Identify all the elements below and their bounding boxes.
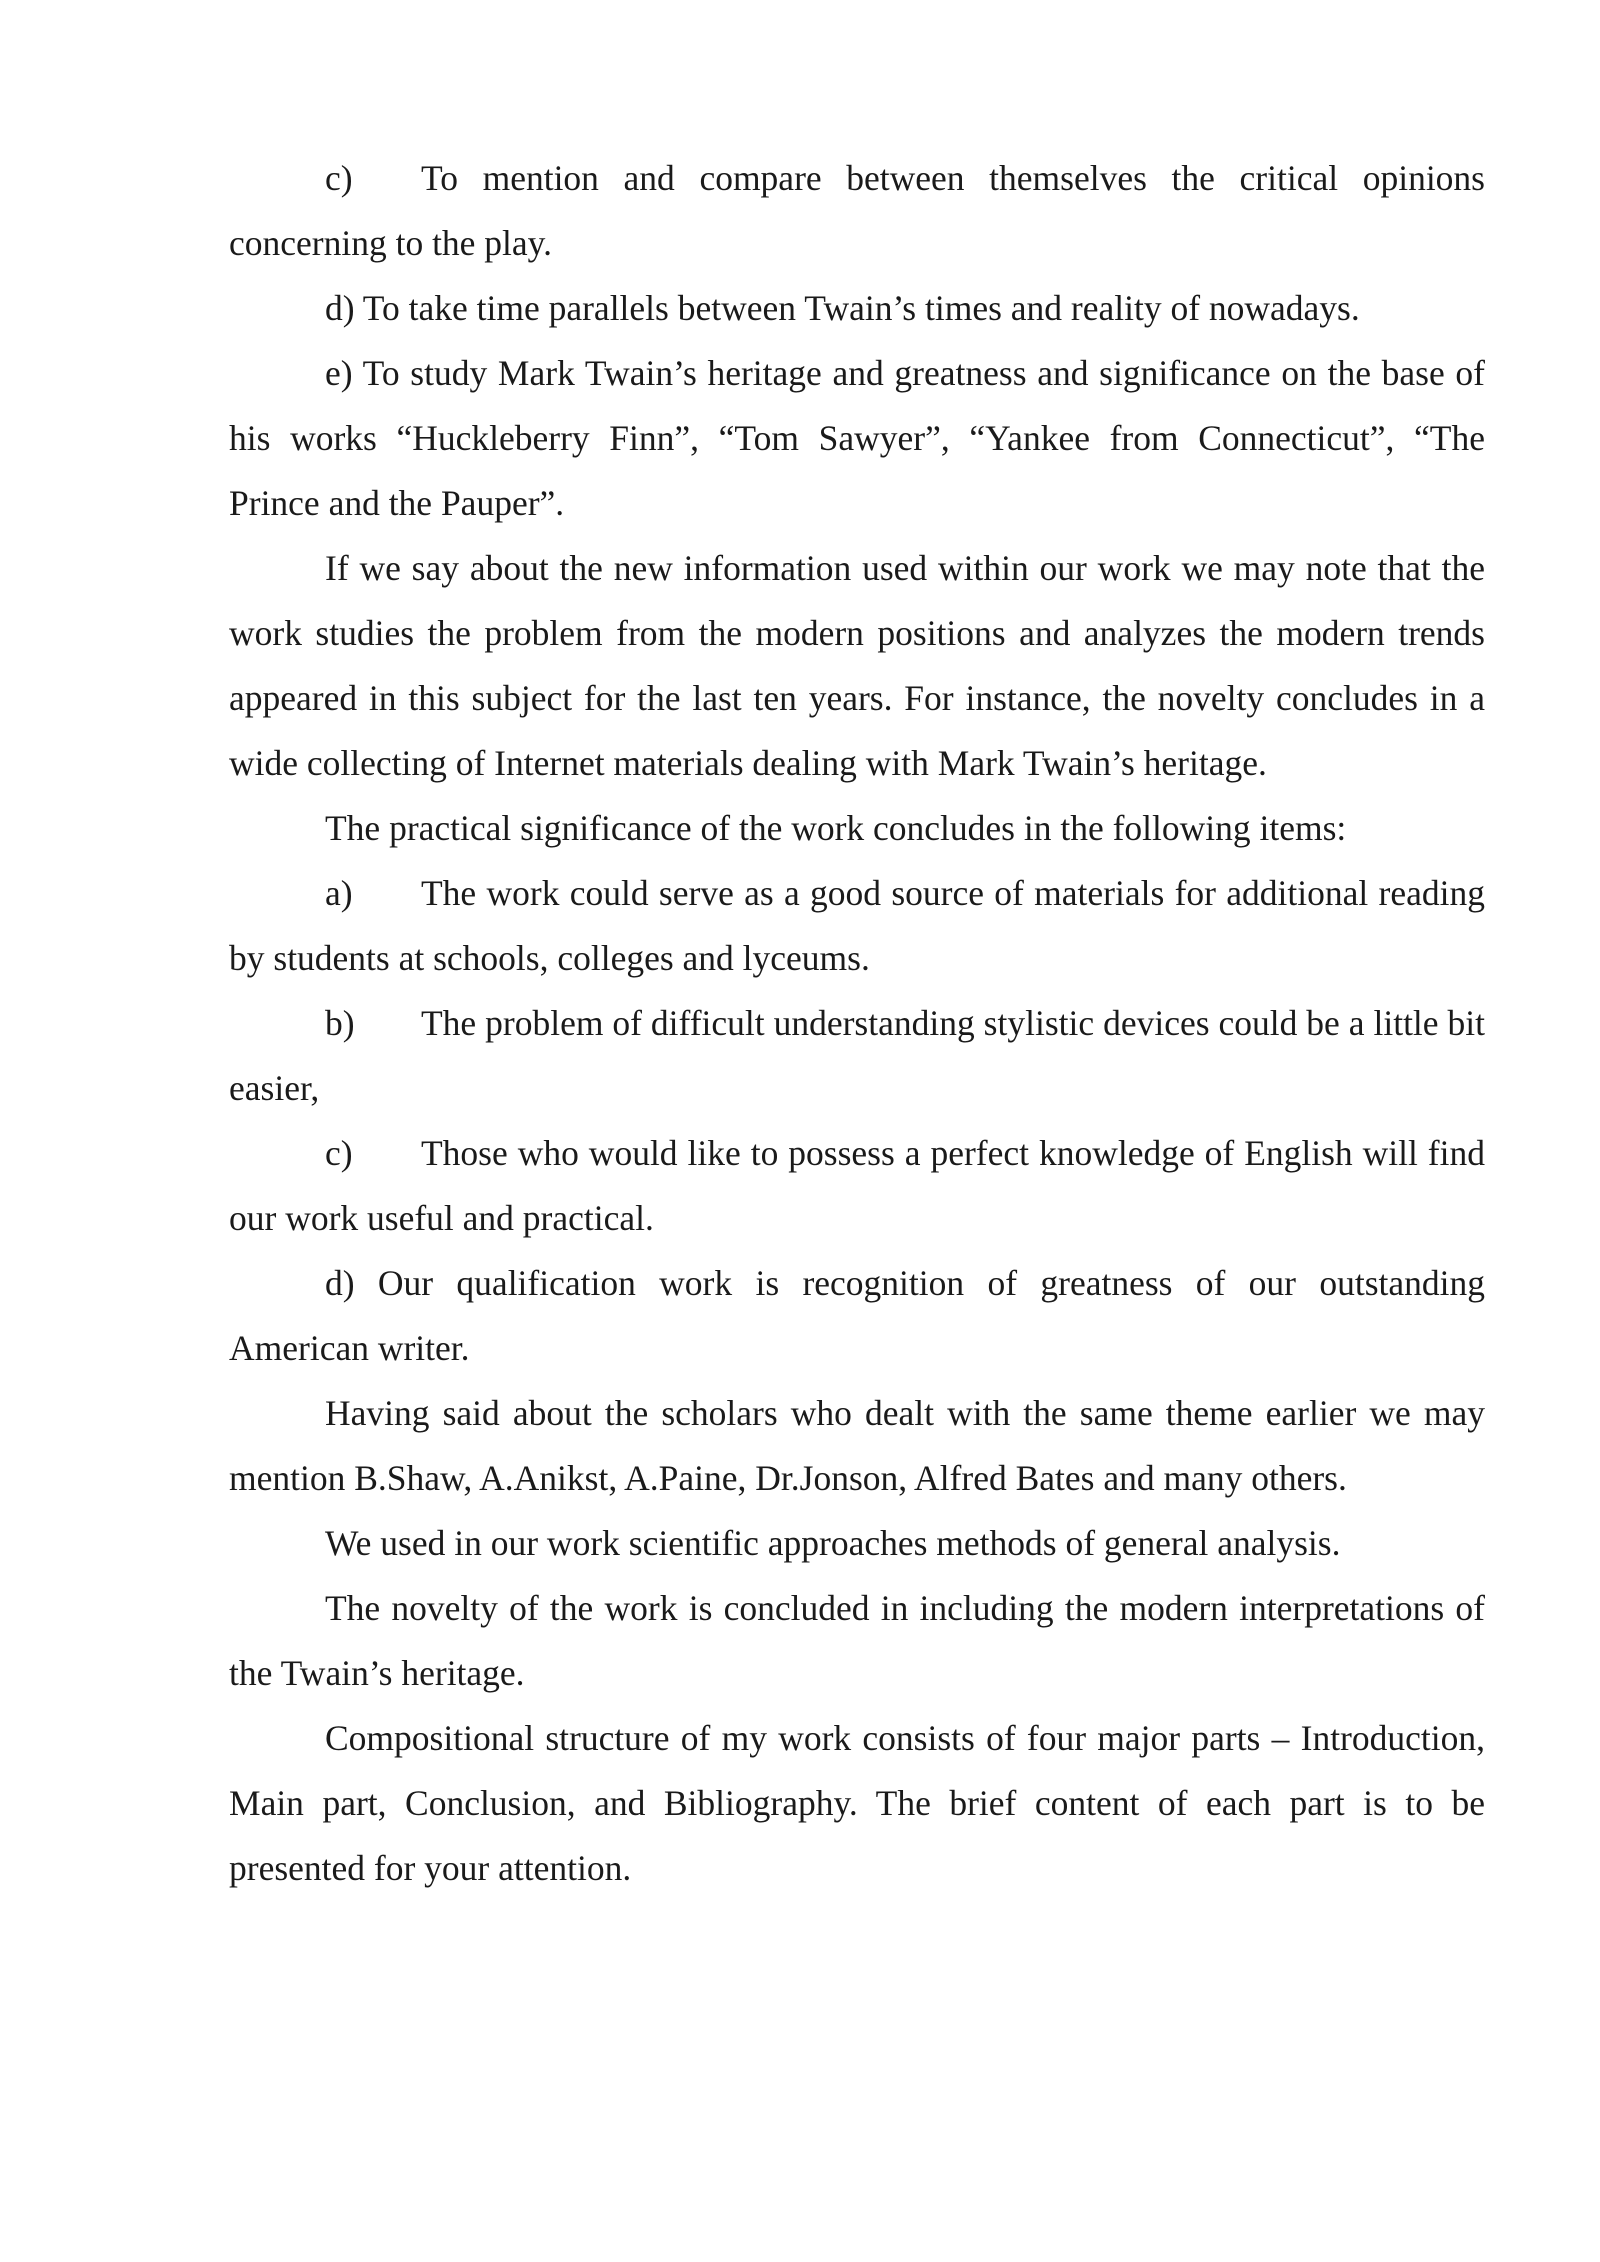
paragraph-methods xyxy=(229,1511,1485,1576)
paragraph-text: We used in our work scientific approaches methods of general analysis. xyxy=(325,1523,1341,1563)
paragraph-text: If we say about the new information used within our work we may note that the work studies the problem from the modern positions and analyzes the modern trends appeared in this subject for the last ten years. For instance, the novelty concludes in a wide collecting of Internet materials dealing with Mark Twain’s heritage. xyxy=(229,548,1485,783)
paragraph-text: To mention and compare between themselves the critical opinions concerning to the play. xyxy=(229,158,1485,263)
list-item-c-2 xyxy=(229,1121,1485,1251)
paragraph-novelty xyxy=(229,1576,1485,1706)
list-marker: a) xyxy=(325,873,353,913)
paragraph-text: Those who would like to possess a perfect knowledge of English will find our work useful and practical. xyxy=(229,1133,1485,1238)
paragraph-scholars xyxy=(229,1381,1485,1511)
paragraph-e xyxy=(229,341,1485,536)
list-marker: c) xyxy=(325,158,353,198)
list-marker: c) xyxy=(325,1133,353,1173)
paragraph-structure xyxy=(229,1706,1485,1901)
paragraph-text: e) To study Mark Twain’s heritage and greatness and significance on the base of his works “Huckleberry Finn”, “Tom Sawyer”, “Yankee from Connecticut”, “The Prince and the Pauper”. xyxy=(229,353,1485,523)
paragraph-text: d) To take time parallels between Twain’s times and reality of nowadays. xyxy=(325,288,1360,328)
paragraph-qualification xyxy=(229,1251,1485,1381)
paragraph-d xyxy=(229,276,1485,341)
paragraph-text: Having said about the scholars who dealt with the same theme earlier we may mention B.Shaw, A.Anikst, A.Paine, Dr.Jonson, Alfred Bates and many others. xyxy=(229,1393,1485,1498)
paragraph-text: d) Our qualification work is recognition of greatness of our outstanding American writer. xyxy=(229,1263,1485,1368)
paragraph-practical-significance xyxy=(229,796,1485,861)
document-body xyxy=(229,146,1485,1901)
paragraph-text: The practical significance of the work concludes in the following items: xyxy=(325,808,1347,848)
paragraph-new-information xyxy=(229,536,1485,796)
paragraph-text: Compositional structure of my work consists of four major parts – Introduction, Main part, Conclusion, and Bibliography. The brief content of each part is to be presented for your attention. xyxy=(229,1718,1485,1888)
paragraph-text: The novelty of the work is concluded in including the modern interpretations of the Twain’s heritage. xyxy=(229,1588,1485,1693)
paragraph-text: The work could serve as a good source of materials for additional reading by students at schools, colleges and lyceums. xyxy=(229,873,1485,978)
paragraph-text: The problem of difficult understanding stylistic devices could be a little bit easier, xyxy=(229,1003,1485,1108)
list-item-b xyxy=(229,991,1485,1121)
list-marker: b) xyxy=(325,1003,355,1043)
list-item-c xyxy=(229,146,1485,276)
list-item-a xyxy=(229,861,1485,991)
